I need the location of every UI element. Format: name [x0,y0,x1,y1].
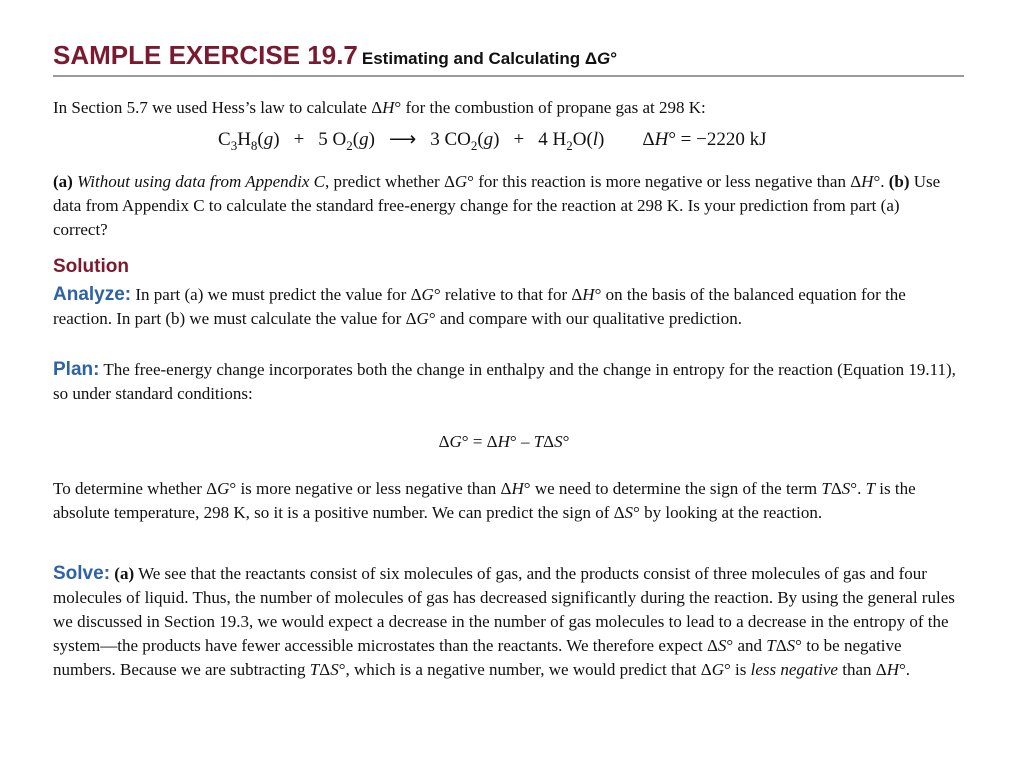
exercise-subtitle: Estimating and Calculating ΔG° [361,49,618,68]
intro-paragraph: In Section 5.7 we used Hess’s law to calculate ΔH° for the combustion of propane gas at 298 K: [53,98,706,117]
plan-paragraph: Plan: The free-energy change incorporates both the change in enthalpy and the change in entropy for the reaction (Equation 19.11), so under standard conditions: [53,359,956,403]
solution-heading: Solution [53,256,129,277]
page-title [53,40,617,71]
determine-paragraph: To determine whether ΔG° is more negative or less negative than ΔH° we need to determine the sign of the term TΔS°. T is the absolute temperature, 298 K, so it is a positive number. We can predict the sign of ΔS° by looking at the reaction. [53,479,916,522]
solve-paragraph: Solve: (a) We see that the reactants consist of six molecules of gas, and the products consist of three molecules of gas and four molecules of liquid. Thus, the number of molecules of gas has decreased significantly during the reaction. By using the general rules we discussed in Section 19.3, we would expect a decrease in the number of gas molecules to lead to a decrease in the entropy of the system—the products have fewer accessible microstates than the reactants. We therefore expect ΔS° and TΔS° to be negative numbers. Because we are subtracting TΔS°, which is a negative number, we would predict that ΔG° is less negative than ΔH°. [53,563,955,679]
free-energy-equation: ΔG° = ΔH° – TΔS° [438,432,570,451]
title-divider [53,75,964,77]
combustion-equation: $C_3H_8(g) + 5$ $O_2(g)$ ⟶ 3 $CO_2(g) + 4$ $H_2O(l) \Delta H^\circ = -2220$ kJ [218,129,767,153]
analyze-paragraph: Analyze: In part (a) we must predict the value for ΔG° relative to that for ΔH° on the basis of the balanced equation for the reaction. In part (b) we must calculate the value for ΔG° and compare with our qualitative prediction. [53,284,906,328]
exercise-number: SAMPLE EXERCISE 19.7 [53,40,358,70]
question-paragraph: (a) Without using data from Appendix C, predict whether ΔG° for this reaction is more negative or less negative than ΔH°. (b) Use data from Appendix C to calculate the standard free-energy change for the reaction at 298 K. Is your prediction from part (a) correct? [53,172,941,239]
